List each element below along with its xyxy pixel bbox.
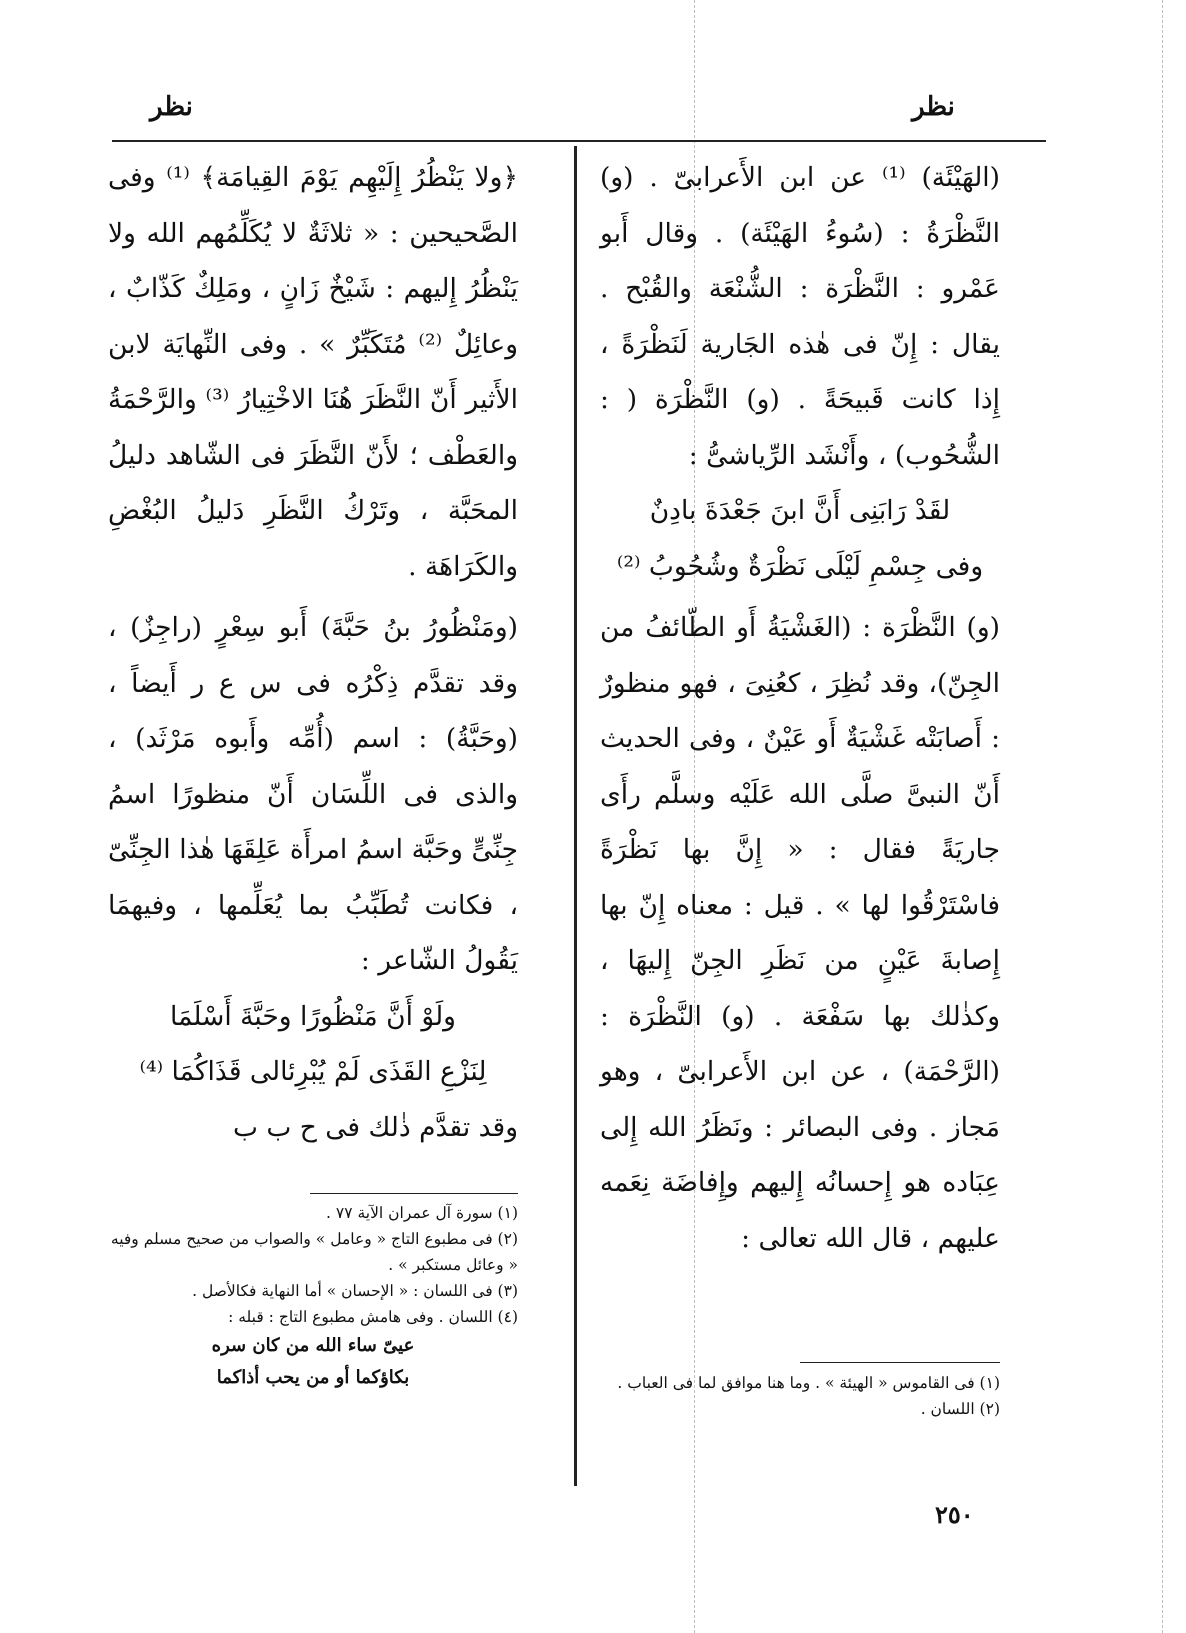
right-footnote-2: (٢) اللسان . (920, 1400, 1000, 1418)
right-verse-line-2: وفى جِسْمِ لَيْلَى نَظْرَةٌ وشُحُوبُ ⁽²⁾ (616, 550, 984, 582)
left-paragraph-3: وقد تقدَّم ذٰلك فى ح ب ب (233, 1111, 518, 1143)
right-footnote-1: (١) فى القاموس « الهيئة » . وما هنا موافق لما فى العباب . (617, 1374, 1000, 1392)
header-word-right: نظر (912, 92, 955, 122)
column-divider (574, 146, 577, 1486)
left-footnote-3: (٣) فى اللسان : « الإحسان » أما النهاية فكالأصل . (192, 1282, 518, 1300)
header-rule (112, 140, 1046, 142)
left-footnotes (108, 1200, 518, 1394)
left-footnote-4: (٤) اللسان . وفى هامش مطبوع التاج : قبله : (228, 1308, 518, 1326)
left-footnote-2: (٢) فى مطبوع التاج « وعامل » والصواب من صحيح مسلم وفيه « وعائل مستكبر » . (110, 1230, 518, 1274)
scan-edge-line (1162, 0, 1163, 1633)
left-footnote-1: (١) سورة آل عمران الآية ٧٧ . (326, 1204, 518, 1222)
left-paragraph-2: (ومَنْظُورُ بنُ حَبَّةَ) أَبو سِعْرٍ (راجِزٌ) ، وقد تقدَّم ذِكْرُه فى س ع ر أَيضاً ، (وحَبَّةُ) : اسم (أُمِّه وأَبوه مَرْثَد) ، والذى فى اللِّسَان أَنّ منظورًا اسمُ جِنِّىٍّ وحَبَّة اسمُ امرأَة عَلِقَهَا هٰذا الجِنِّىّ ، فكانت تُطَبِّبُ بما يُعَلِّمها ، وفيهمَا يَقُولُ الشّاعر : (108, 612, 518, 976)
left-footnote-verse-1: عيىّ ساء الله من كان سره (211, 1335, 415, 1356)
right-footnote-rule (800, 1362, 1000, 1363)
left-verse-line-2: لِنَزْعِ القَذَى لَمْ يُبْرِئالى قَذَاكُمَا ⁽⁴⁾ (139, 1056, 487, 1087)
right-footnotes (600, 1370, 1000, 1422)
right-paragraph-1: (الهَيْئَة) ⁽¹⁾ عن ابن الأَعرابىّ . (و) النَّظْرَةُ : (سُوءُ الهَيْئَة) . وقال أَبو عَمْرو : النَّظْرَة : الشُّنْعَة والقُبْح . يقال : إِنّ فى هٰذه الجَارية لَنَظْرَةً ، إِذا كانت قَبيحَةً . (و) النَّظْرَة ( : الشُّحُوب) ، وأَنْشَد الرِّياشىُّ : (600, 162, 1000, 471)
header-word-left: نظر (150, 92, 193, 122)
left-column (108, 150, 518, 1155)
left-footnote-rule (310, 1193, 518, 1194)
page-number: ٢٥٠ (935, 1500, 974, 1529)
right-verse-line-1: لقَدْ رَابَنِى أَنَّ ابنَ جَعْدَةَ بادِنٌ (649, 495, 951, 526)
left-paragraph-1: ﴿ولا يَنْظُرُ إِلَيْهِم يَوْمَ القِيامَة﴾ ⁽¹⁾ وفى الصَّحيحين : « ثلاثَةٌ لا يُكَلِّمُهم الله ولا يَنْظُرُ إِليهم : شَيْخٌ زَانٍ ، ومَلِكٌ كَذّابٌ ، وعائِلٌ ⁽²⁾ مُتَكَبِّرٌ » . وفى النِّهايَة لابن الأَثير أَنّ النَّظَرَ هُنَا الاخْتِيارُ ⁽³⁾ والرَّحْمَةُ والعَطْف ؛ لأَنّ النَّظَرَ فى الشّاهد دليلُ المحَبَّة ، وتَرْكُ النَّظَرِ دَليلُ البُغْضِ والكَرَاهَة . (108, 162, 519, 582)
left-verse-line-1: ولَوْ أَنَّ مَنْظُورًا وحَبَّةَ أَسْلَمَا (170, 1000, 456, 1032)
right-paragraph-2: (و) النَّظْرَة : (الغَشْيَةُ أَو الطّائفُ من الجِنّ)، وقد نُظِرَ ، كعُنِىَ ، فهو منظورٌ : أَصابَتْه غَشْيَةٌ أَو عَيْنٌ ، وفى الحديث أَنّ النبىَّ صلَّى الله عَلَيْه وسلَّم رأَى جاريَةً فقال : « إِنَّ بها نَظْرَةً فاسْتَرْقُوا لها » . قيل : معناه إِنّ بها إِصابةَ عَيْنٍ من نَظَرِ الجِنّ إِليهَا ، وكذٰلك بها سَفْعَة . (و) النَّظْرَة : (الرَّحْمَة) ، عن ابن الأَعرابىّ ، وهو مَجاز . وفى البصائر : ونَظَرُ الله إِلى عِبَاده هو إِحسانُه إِليهم وإِفاضَة نِعَمه عليهم ، قال الله تعالى : (600, 612, 1000, 1254)
left-footnote-verse-2: بكاؤكما أو من يحب أذاكما (216, 1367, 410, 1388)
right-column (600, 150, 1000, 1266)
